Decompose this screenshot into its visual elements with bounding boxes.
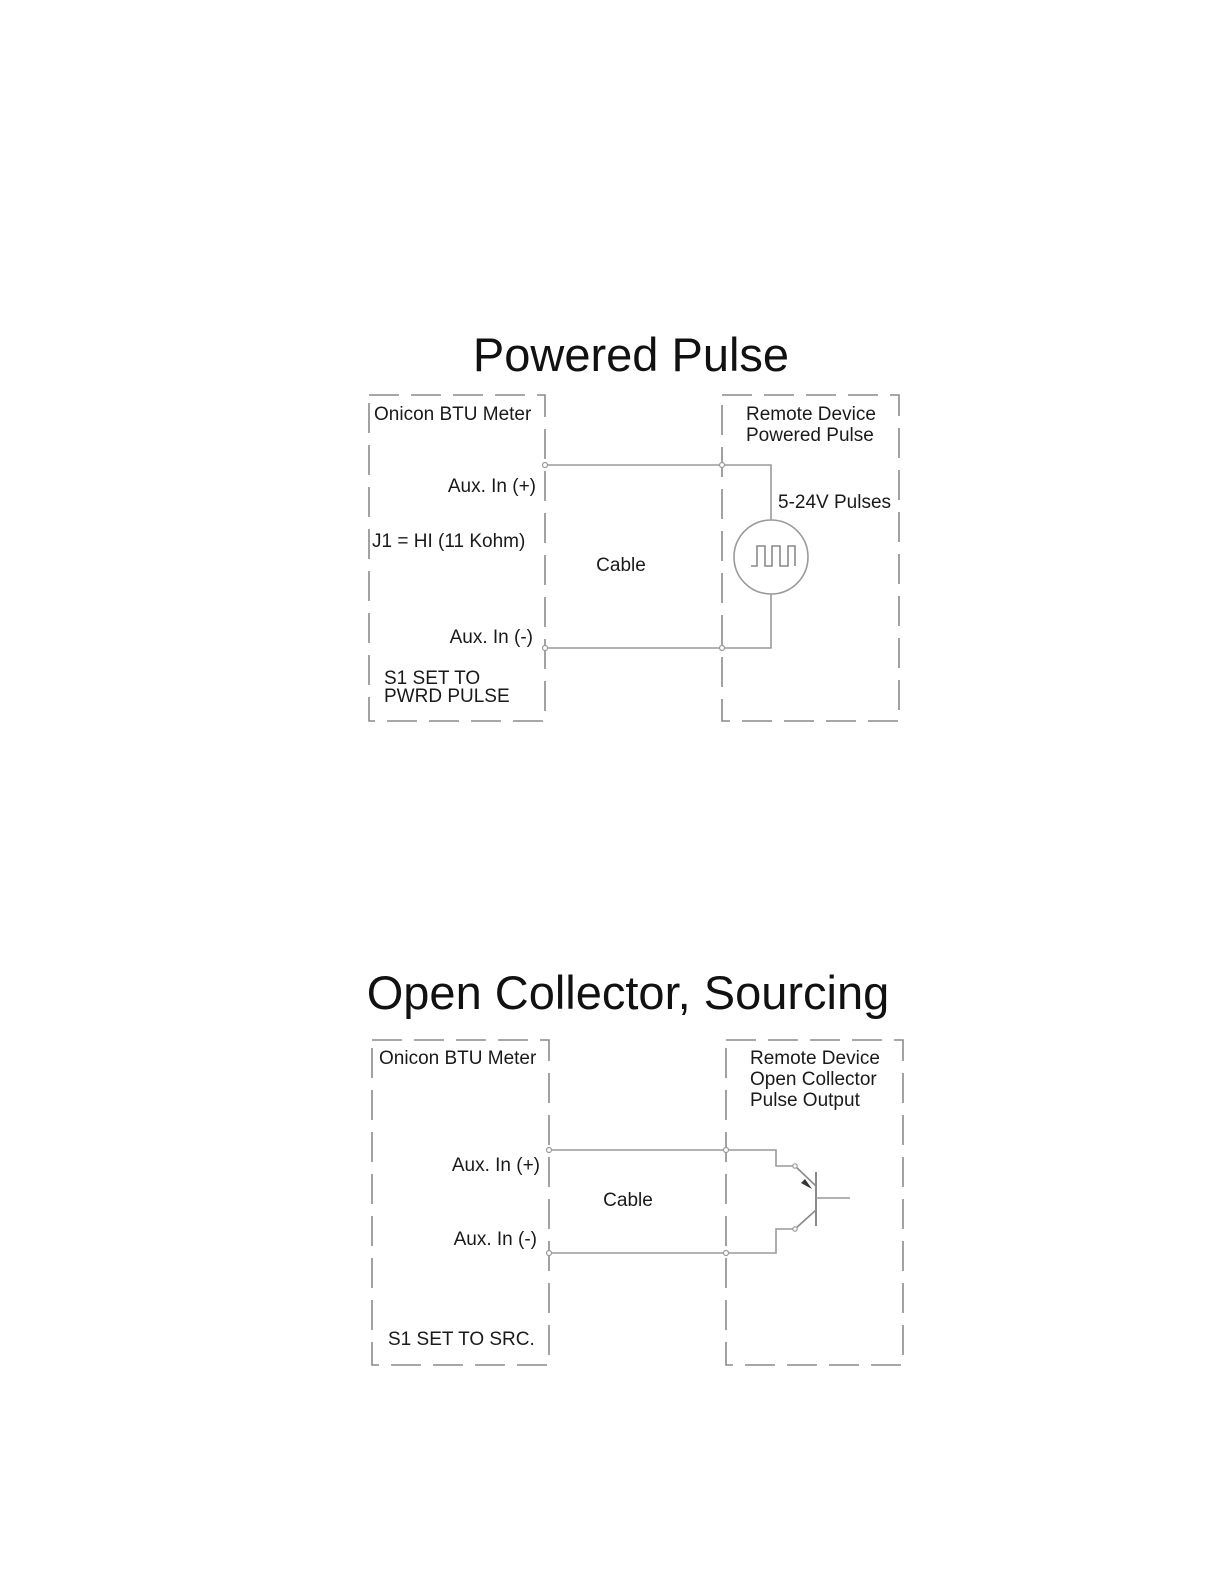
switch-setting-line2: PWRD PULSE: [384, 686, 510, 707]
cable-wires: [547, 1148, 796, 1256]
jumper-label: J1 = HI (11 Kohm): [372, 531, 526, 552]
wire-negative: [549, 1229, 795, 1253]
meter-box: [372, 1040, 549, 1365]
remote-device-title-line2: Powered Pulse: [746, 425, 874, 446]
aux-in-plus-label: Aux. In (+): [451, 1155, 540, 1176]
transistor-icon: [793, 1164, 850, 1231]
aux-in-minus-label: Aux. In (-): [449, 627, 533, 648]
diagram-title: Open Collector, Sourcing: [366, 966, 890, 1019]
wire-negative: [545, 594, 771, 648]
open-collector-diagram: [367, 966, 903, 1365]
transistor-collector-node: [793, 1227, 797, 1231]
powered-pulse-diagram: [369, 328, 899, 721]
pulse-voltage-label: 5-24V Pulses: [778, 492, 892, 513]
terminal-remote-minus: [720, 646, 725, 651]
switch-setting-line1: S1 SET TO: [384, 668, 481, 689]
terminal-aux-plus: [547, 1148, 552, 1153]
terminal-aux-plus: [543, 463, 548, 468]
cable-label: Cable: [596, 555, 646, 576]
terminal-aux-minus: [543, 646, 548, 651]
terminal-remote-plus: [720, 463, 725, 468]
meter-box-title: Onicon BTU Meter: [374, 404, 532, 425]
switch-setting-line1: S1 SET TO SRC.: [388, 1329, 535, 1350]
terminal-remote-minus: [724, 1251, 729, 1256]
meter-box-title: Onicon BTU Meter: [379, 1048, 537, 1069]
diagram-title: Powered Pulse: [472, 328, 790, 381]
transistor-emitter-node: [793, 1164, 797, 1168]
pulse-source-icon: [734, 520, 808, 594]
terminal-remote-plus: [724, 1148, 729, 1153]
aux-in-minus-label: Aux. In (-): [453, 1229, 537, 1250]
wire-positive: [549, 1150, 795, 1166]
remote-device-title-line1: Remote Device: [746, 404, 876, 425]
terminal-aux-minus: [547, 1251, 552, 1256]
remote-device-title-line1: Remote Device: [750, 1048, 880, 1069]
aux-in-plus-label: Aux. In (+): [447, 476, 536, 497]
remote-device-title-line3: Pulse Output: [750, 1090, 860, 1111]
remote-device-title-line2: Open Collector: [750, 1069, 877, 1090]
wire-positive: [545, 465, 771, 520]
cable-label: Cable: [603, 1190, 653, 1211]
